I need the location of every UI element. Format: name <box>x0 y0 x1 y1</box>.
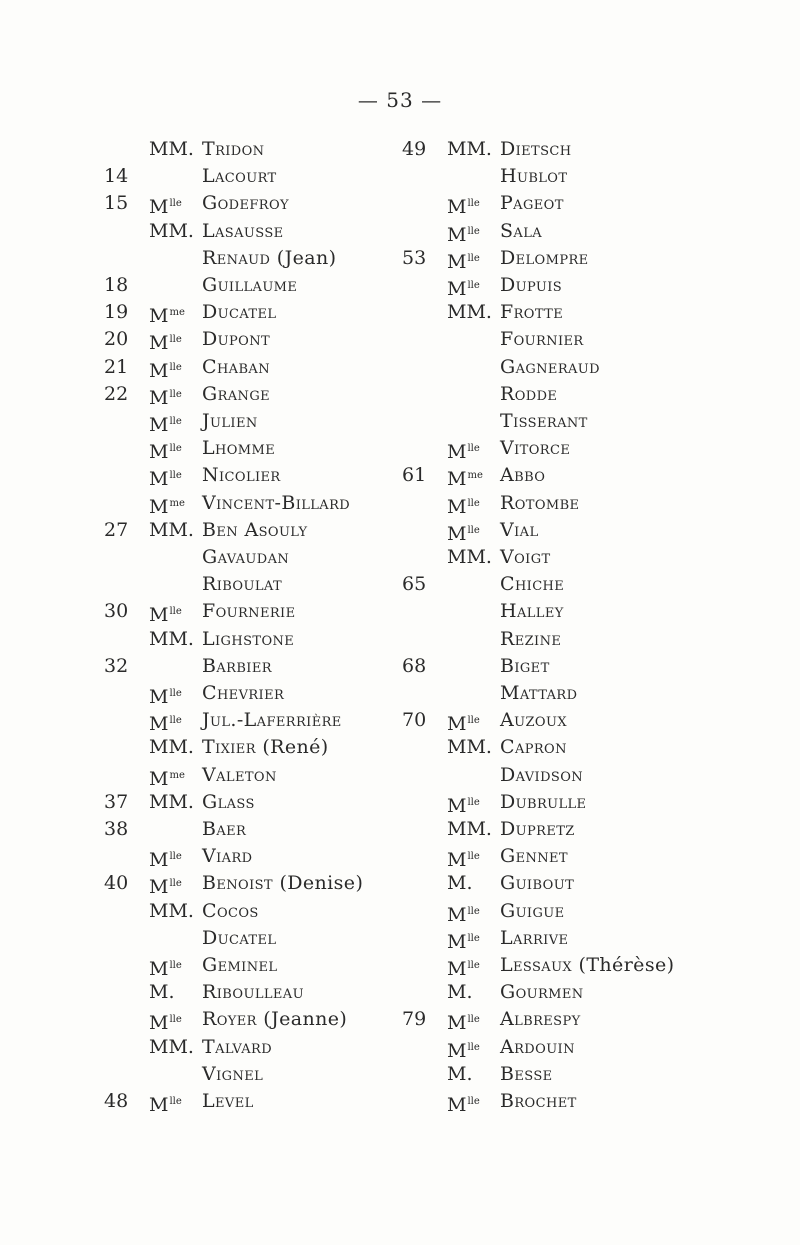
entry-number: 20 <box>104 328 129 351</box>
entry-title-superscript: lle <box>169 361 182 373</box>
entry-name: Talvard <box>202 1035 273 1058</box>
entry-number: 40 <box>104 872 129 895</box>
list-item <box>402 571 762 598</box>
entry-name: Tridon <box>202 138 265 160</box>
entry-number: 37 <box>104 790 129 813</box>
entry-name: Auzoux <box>500 709 567 732</box>
entry-name: Hublot <box>500 165 568 188</box>
list-item <box>402 1006 762 1033</box>
list-item <box>402 136 762 163</box>
entry-title: $M^{me}$ <box>149 305 185 328</box>
entry-name: Ardouin <box>500 1035 575 1058</box>
list-item <box>402 734 762 761</box>
entry-name: Gagneraud <box>500 355 600 378</box>
entry-title-superscript: lle <box>169 388 182 400</box>
entry-name: Rodde <box>500 382 558 405</box>
entry-title: $M^{lle}$ <box>149 604 182 627</box>
entry-title-superscript: lle <box>169 1096 182 1107</box>
entry-title-superscript: lle <box>467 225 480 237</box>
entry-title-superscript: lle <box>467 715 480 727</box>
entry-title-superscript: lle <box>169 334 182 346</box>
entry-name: Dupont <box>202 328 271 351</box>
entry-name: Vincent-Billard <box>202 491 351 514</box>
entry-title-superscript: lle <box>169 606 182 618</box>
entry-title: MM. <box>447 736 492 759</box>
entry-title: M. <box>447 1062 473 1085</box>
list-item <box>402 218 762 245</box>
list-item <box>402 952 762 979</box>
entry-title-superscript: lle <box>467 1096 480 1107</box>
entry-first-name: (Jeanne) <box>256 1008 348 1031</box>
entry-name: Brochet <box>500 1090 577 1112</box>
entry-number: 48 <box>104 1090 129 1112</box>
list-item <box>402 163 762 190</box>
entry-title: $M^{lle}$ <box>447 278 480 300</box>
entry-title-superscript: lle <box>467 796 480 808</box>
list-item <box>402 490 762 517</box>
entry-title-superscript: lle <box>169 715 182 727</box>
entry-first-name: (Jean) <box>270 246 337 269</box>
entry-name: Ducatel <box>202 301 277 324</box>
entry-name: Dupuis <box>500 274 563 296</box>
entry-title-superscript: lle <box>467 280 480 291</box>
entry-title: $M^{lle}$ <box>447 930 480 953</box>
entry-number: 15 <box>104 192 129 215</box>
entry-name: Julien <box>202 410 258 432</box>
list-item <box>402 299 762 326</box>
entry-title: MM. <box>149 899 194 922</box>
entry-title: $M^{lle}$ <box>447 903 480 926</box>
entry-title: $M^{lle}$ <box>149 958 182 980</box>
list-item <box>402 1088 762 1115</box>
entry-title: $M^{lle}$ <box>447 713 480 736</box>
entry-name: Tixier (René) <box>202 736 329 759</box>
entry-name: Halley <box>500 600 564 623</box>
list-item <box>402 544 762 571</box>
entry-name: Glass <box>202 790 255 813</box>
entry-title: $M^{lle}$ <box>447 196 480 219</box>
entry-title-superscript: lle <box>467 851 480 863</box>
entry-name: Benoist (Denise) <box>202 872 364 895</box>
entry-name: Tisserant <box>500 410 588 432</box>
entry-name: Riboulat <box>202 573 283 596</box>
entry-name: Guillaume <box>202 274 298 296</box>
list-item <box>402 326 762 353</box>
entry-name: Guibout <box>500 872 575 895</box>
entry-title: MM. <box>149 790 194 813</box>
entry-title: $M^{lle}$ <box>447 495 480 518</box>
entry-title-superscript: lle <box>169 416 182 427</box>
list-item <box>402 653 762 680</box>
entry-title: $M^{lle}$ <box>447 958 480 980</box>
list-item <box>402 435 762 462</box>
entry-title-superscript: lle <box>467 252 480 264</box>
entry-first-name: (René) <box>255 736 329 759</box>
list-item <box>402 462 762 489</box>
entry-name: Lacourt <box>202 165 277 188</box>
entry-name: Delompre <box>500 246 589 269</box>
entry-number: 18 <box>104 274 129 296</box>
entry-number: 32 <box>104 654 129 677</box>
entry-title: M. <box>447 872 473 895</box>
entry-title-superscript: lle <box>169 851 182 863</box>
entry-name: Mattard <box>500 682 578 704</box>
entry-title-superscript: me <box>467 470 483 482</box>
entry-title-superscript: lle <box>169 960 182 971</box>
entry-title-superscript: lle <box>467 960 480 971</box>
entry-name: Pageot <box>500 192 564 215</box>
entry-title: $M^{lle}$ <box>447 1012 480 1035</box>
entry-title: MM. <box>447 546 492 568</box>
entry-number: 38 <box>104 818 129 840</box>
entry-title: $M^{lle}$ <box>447 250 480 273</box>
entry-number: 70 <box>402 709 427 732</box>
entry-title: MM. <box>447 818 492 840</box>
entry-title: $M^{lle}$ <box>447 441 480 464</box>
entry-title: $M^{lle}$ <box>149 196 182 219</box>
entry-title: $M^{lle}$ <box>447 522 480 545</box>
entry-number: 21 <box>104 355 129 378</box>
entry-title: MM. <box>149 736 194 759</box>
entry-name: Ben Asouly <box>202 518 308 541</box>
entry-title: $M^{lle}$ <box>149 441 182 464</box>
entry-title-superscript: lle <box>467 1041 480 1053</box>
entry-name: Grange <box>202 382 271 405</box>
entry-name: Riboulleau <box>202 981 304 1004</box>
entry-title-superscript: lle <box>467 524 480 536</box>
entry-name: Rezine <box>500 627 562 650</box>
entry-name: Gavaudan <box>202 546 290 568</box>
entry-name: Cocos <box>202 899 259 922</box>
entry-name: Larrive <box>500 926 569 949</box>
entry-title-superscript: lle <box>467 443 480 455</box>
list-item <box>402 816 762 843</box>
entry-number: 30 <box>104 600 129 623</box>
list-item <box>402 354 762 381</box>
entry-title: $M^{lle}$ <box>447 1039 480 1062</box>
entry-name: Geminel <box>202 954 278 976</box>
list-item <box>402 1034 762 1061</box>
entry-number: 53 <box>402 246 427 269</box>
entry-name: Frotte <box>500 301 564 324</box>
entry-title: MM. <box>447 138 492 160</box>
entry-name: Dupretz <box>500 818 575 840</box>
list-item <box>402 898 762 925</box>
entry-name: Baer <box>202 818 247 840</box>
entry-name: Valeton <box>202 763 277 786</box>
list-item <box>402 408 762 435</box>
entry-name: Capron <box>500 736 567 759</box>
list-item <box>402 245 762 272</box>
entry-name: Godefroy <box>202 192 289 215</box>
entry-title: MM. <box>149 219 194 242</box>
list-item <box>402 762 762 789</box>
list-item <box>402 272 762 299</box>
entry-title: MM. <box>149 518 194 541</box>
entry-number: 49 <box>402 138 427 160</box>
entry-name: Chiche <box>500 573 565 596</box>
list-item <box>402 598 762 625</box>
entry-number: 19 <box>104 301 129 324</box>
entry-title: $M^{me}$ <box>149 495 185 518</box>
entry-name: Dubrulle <box>500 790 587 813</box>
entry-name: Gennet <box>500 845 568 868</box>
entry-number: 68 <box>402 654 427 677</box>
entry-title-superscript: lle <box>169 1014 182 1026</box>
list-item <box>402 925 762 952</box>
entry-title: $M^{lle}$ <box>149 876 182 899</box>
list-item <box>402 870 762 897</box>
entry-title: M. <box>149 981 175 1004</box>
entry-name: Gourmen <box>500 981 584 1004</box>
entry-name: Voigt <box>500 546 551 568</box>
entry-title: $M^{lle}$ <box>149 414 182 436</box>
entry-name: Lhomme <box>202 437 276 460</box>
entry-name: Vial <box>500 518 539 541</box>
entry-title: $M^{lle}$ <box>447 794 480 817</box>
entry-title: $M^{lle}$ <box>447 1094 480 1116</box>
entry-title-superscript: lle <box>169 470 182 482</box>
entry-first-name: (Denise) <box>273 872 364 895</box>
list-item <box>402 1061 762 1088</box>
entry-title: $M^{lle}$ <box>149 713 182 736</box>
entry-name: Nicolier <box>202 464 281 487</box>
entry-name: Guigue <box>500 899 565 922</box>
entry-name: Chaban <box>202 355 270 378</box>
entry-name: Chevrier <box>202 682 285 704</box>
entry-title-superscript: lle <box>169 198 182 210</box>
entry-name: Rotombe <box>500 491 580 514</box>
entry-name: Albrespy <box>500 1008 581 1031</box>
entry-title: $M^{lle}$ <box>149 468 182 491</box>
list-item <box>402 381 762 408</box>
entry-name: Dietsch <box>500 138 572 160</box>
entry-name: Barbier <box>202 654 272 677</box>
entry-title: $M^{me}$ <box>149 767 185 790</box>
entry-title-superscript: me <box>169 769 185 781</box>
list-item <box>402 707 762 734</box>
entry-name: Fournerie <box>202 600 296 623</box>
entry-name: Viard <box>202 845 253 868</box>
page-number: — 53 — <box>357 88 443 112</box>
entry-first-name: (Thérèse) <box>572 954 675 976</box>
entry-title-superscript: me <box>169 497 185 509</box>
entry-title-superscript: lle <box>467 905 480 917</box>
entry-name: Royer (Jeanne) <box>202 1008 348 1031</box>
entry-title: $M^{lle}$ <box>447 849 480 872</box>
entry-number: 61 <box>402 464 427 487</box>
entry-number: 79 <box>402 1008 427 1031</box>
entry-name: Vignel <box>202 1062 264 1085</box>
entry-name: Level <box>202 1090 254 1112</box>
list-item <box>402 517 762 544</box>
entry-title-superscript: lle <box>467 932 480 944</box>
list-item <box>402 190 762 217</box>
entry-title-superscript: me <box>169 307 185 319</box>
entry-name: Fournier <box>500 328 584 351</box>
entry-number: 14 <box>104 165 129 188</box>
entry-name: Jul.-Laferrière <box>202 709 342 732</box>
entry-title-superscript: lle <box>467 1014 480 1026</box>
entry-name: Sala <box>500 219 543 242</box>
entry-name: Besse <box>500 1062 553 1085</box>
list-item <box>402 979 762 1006</box>
entry-name: Abbo <box>500 464 546 487</box>
entry-name: Vitorce <box>500 437 571 460</box>
entry-title: $M^{lle}$ <box>149 386 182 409</box>
entry-title: MM. <box>149 1035 194 1058</box>
entry-title: MM. <box>149 627 194 650</box>
entry-title: MM. <box>447 301 492 324</box>
entry-title-superscript: lle <box>169 688 182 699</box>
entry-title: $M^{lle}$ <box>149 686 182 708</box>
list-item <box>402 626 762 653</box>
entry-title: M. <box>447 981 473 1004</box>
entry-name: Lessaux (Thérèse) <box>500 954 675 976</box>
entry-title: $M^{lle}$ <box>447 223 480 246</box>
entry-name: Renaud (Jean) <box>202 246 337 269</box>
entry-name: Lasausse <box>202 219 284 242</box>
entry-title: $M^{lle}$ <box>149 332 182 355</box>
entry-name: Davidson <box>500 763 584 786</box>
entry-title-superscript: lle <box>467 198 480 210</box>
entry-title-superscript: lle <box>169 443 182 455</box>
entry-name: Biget <box>500 654 550 677</box>
entry-title-superscript: lle <box>169 878 182 890</box>
entry-number: 27 <box>104 518 129 541</box>
entry-title: $M^{lle}$ <box>149 359 182 382</box>
entry-title-superscript: lle <box>467 497 480 509</box>
entry-name: Ducatel <box>202 926 277 949</box>
entry-number: 65 <box>402 573 427 596</box>
entry-title: $M^{lle}$ <box>149 849 182 872</box>
entry-number: 22 <box>104 382 129 405</box>
list-item <box>402 680 762 707</box>
entry-title: $M^{me}$ <box>447 468 483 491</box>
entry-title: $M^{lle}$ <box>149 1094 182 1116</box>
entry-title: MM. <box>149 138 194 160</box>
entry-name: Lighstone <box>202 627 295 650</box>
entry-title: $M^{lle}$ <box>149 1012 182 1035</box>
list-item <box>402 789 762 816</box>
list-item <box>402 843 762 870</box>
